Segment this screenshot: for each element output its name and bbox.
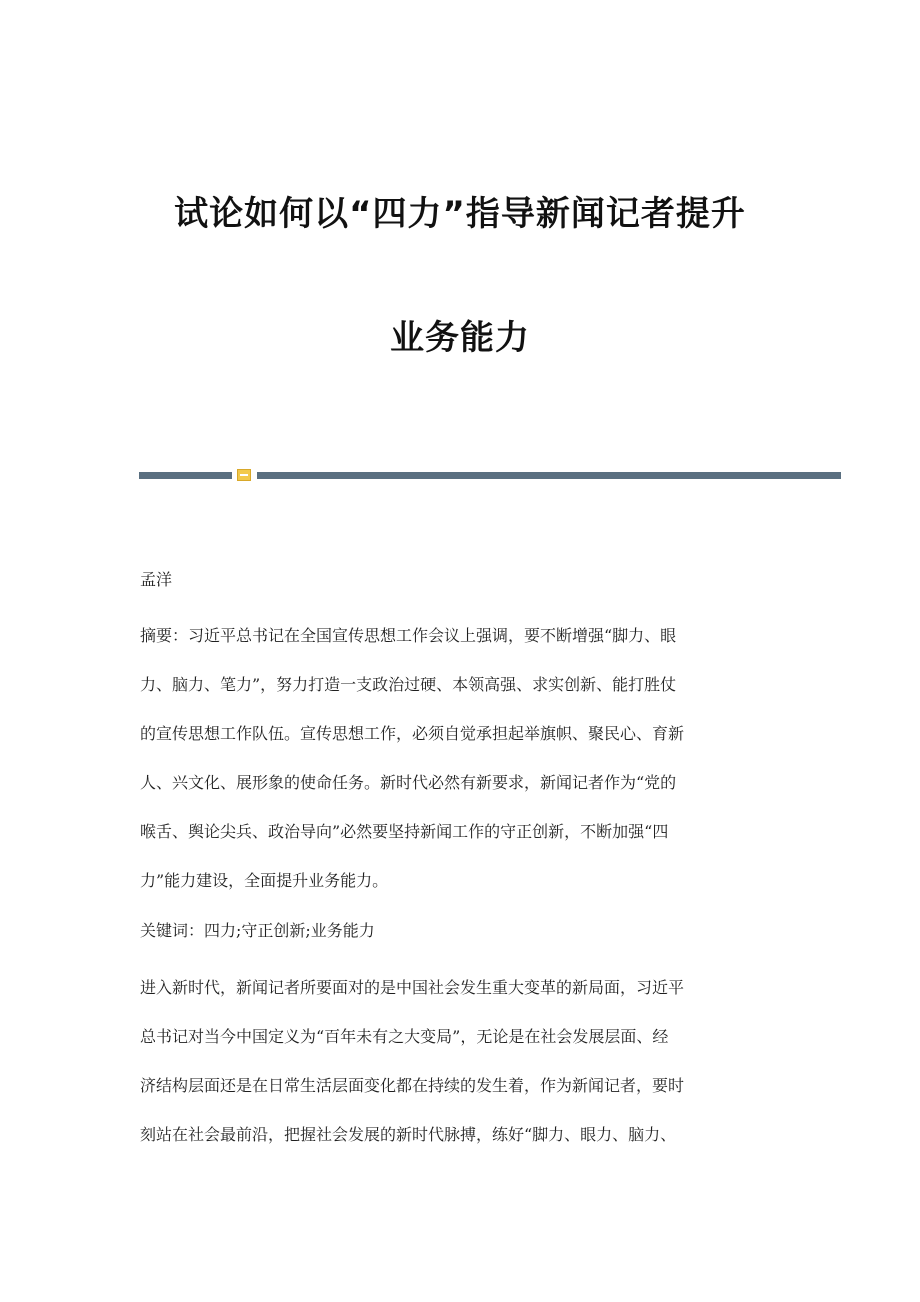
body-line: 济结构层面还是在日常生活层面变化都在持续的发生着，作为新闻记者，要时 (140, 1076, 685, 1095)
keywords-line (140, 906, 780, 955)
abstract-line: 喉舌、舆论尖兵、政治导向”必然要坚持新闻工作的守正创新，不断加强“四 (140, 822, 669, 841)
body-line: 总书记对当今中国定义为“百年未有之大变局”，无论是在社会发展层面、经 (140, 1027, 669, 1046)
body-paragraph (140, 963, 780, 1159)
ornament-icon (237, 469, 251, 481)
body-line: 刻站在社会最前沿，把握社会发展的新时代脉搏，练好“脚力、眼力、脑力、 (140, 1125, 677, 1144)
page-title-line-2: 业务能力 (390, 318, 530, 358)
abstract-section (140, 611, 780, 905)
page-title-line-1: 试论如何以“四力”指导新闻记者提升 (174, 194, 746, 234)
author-name: 孟洋 (140, 570, 173, 589)
body-line: 进入新时代，新闻记者所要面对的是中国社会发生重大变革的新局面，习近平 (140, 978, 685, 997)
abstract-line: 力”能力建设，全面提升业务能力。 (140, 871, 389, 890)
abstract-line: 摘要：习近平总书记在全国宣传思想工作会议上强调，要不断增强“脚力、眼 (140, 626, 677, 645)
abstract-line: 力、脑力、笔力”，努力打造一支政治过硬、本领高强、求实创新、能打胜仗 (140, 675, 677, 694)
divider-bar-left (139, 472, 232, 479)
section-divider (139, 468, 841, 482)
divider-bar-right (257, 472, 841, 479)
keywords-text: 关键词：四力;守正创新;业务能力 (140, 921, 375, 940)
abstract-line: 人、兴文化、展形象的使命任务。新时代必然有新要求，新闻记者作为“党的 (140, 773, 677, 792)
abstract-line: 的宣传思想工作队伍。宣传思想工作，必须自觉承担起举旗帜、聚民心、育新 (140, 724, 685, 743)
